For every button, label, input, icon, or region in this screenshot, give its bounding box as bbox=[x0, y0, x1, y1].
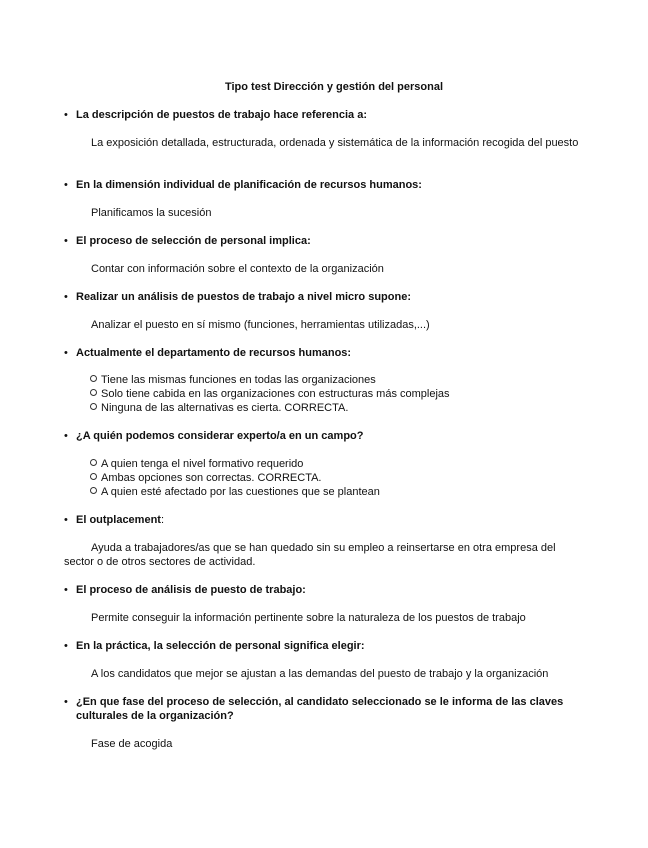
question-text: El proceso de análisis de puesto de trabajo: bbox=[76, 584, 306, 596]
bullet-icon: • bbox=[64, 430, 68, 442]
bullet-icon: • bbox=[64, 291, 68, 303]
circle-bullet-icon bbox=[90, 389, 97, 396]
circle-bullet-icon bbox=[90, 473, 97, 480]
bullet-icon: • bbox=[64, 640, 68, 652]
option-item: A quien esté afectado por las cuestiones que se plantean bbox=[90, 485, 590, 499]
circle-bullet-icon bbox=[90, 487, 97, 494]
bullet-icon: • bbox=[64, 347, 68, 359]
bullet-icon: • bbox=[64, 179, 68, 191]
bullet-icon: • bbox=[64, 235, 68, 247]
bullet-icon: • bbox=[64, 696, 68, 708]
question-text: En la dimensión individual de planificación de recursos humanos: bbox=[76, 179, 422, 191]
question-9 bbox=[64, 639, 596, 653]
answer-1: La exposición detallada, estructurada, ordenada y sistemática de la información recogida del puesto bbox=[91, 137, 579, 149]
circle-bullet-icon bbox=[90, 459, 97, 466]
option-item: A quien tenga el nivel formativo requerido bbox=[90, 457, 590, 471]
question-text: Realizar un análisis de puestos de trabajo a nivel micro supone: bbox=[76, 291, 411, 303]
option-item: Solo tiene cabida en las organizaciones con estructuras más complejas bbox=[90, 387, 590, 401]
bullet-icon: • bbox=[64, 584, 68, 596]
answer-8: Permite conseguir la información pertinente sobre la naturaleza de los puestos de trabajo bbox=[91, 612, 526, 624]
answer-9: A los candidatos que mejor se ajustan a las demandas del puesto de trabajo y la organización bbox=[91, 668, 549, 680]
question-1 bbox=[64, 108, 596, 122]
question-3 bbox=[64, 234, 596, 248]
question-8 bbox=[64, 583, 596, 597]
question-4 bbox=[64, 290, 596, 304]
question-text: Actualmente el departamento de recursos humanos: bbox=[76, 347, 352, 359]
answer-2: Planificamos la sucesión bbox=[91, 207, 212, 219]
question-5 bbox=[64, 346, 596, 360]
options-list-6 bbox=[90, 457, 590, 499]
answer-3: Contar con información sobre el contexto de la organización bbox=[91, 263, 384, 275]
document-title: Tipo test Dirección y gestión del personal bbox=[224, 81, 443, 93]
circle-bullet-icon bbox=[90, 403, 97, 410]
bullet-icon: • bbox=[64, 514, 68, 526]
question-text: En la práctica, la selección de personal significa elegir: bbox=[76, 640, 365, 652]
question-text: La descripción de puestos de trabajo hace referencia a: bbox=[76, 109, 367, 121]
options-list-5 bbox=[90, 373, 590, 415]
option-item: Tiene las mismas funciones en todas las organizaciones bbox=[90, 373, 590, 387]
question-text: El outplacement bbox=[76, 514, 161, 526]
option-item: Ambas opciones son correctas. CORRECTA. bbox=[90, 471, 590, 485]
option-item: Ninguna de las alternativas es cierta. CORRECTA. bbox=[90, 401, 590, 415]
answer-7: Ayuda a trabajadores/as que se han quedado sin su empleo a reinsertarse en otra empresa del sector o de otros sectores de actividad. bbox=[64, 542, 556, 568]
question-10 bbox=[64, 695, 596, 723]
question-2 bbox=[64, 178, 596, 192]
answer-10: Fase de acogida bbox=[91, 738, 173, 750]
question-7 bbox=[64, 513, 596, 527]
circle-bullet-icon bbox=[90, 375, 97, 382]
question-text: ¿A quién podemos considerar experto/a en un campo? bbox=[76, 430, 364, 442]
answer-4: Analizar el puesto en sí mismo (funciones, herramientas utilizadas,...) bbox=[91, 319, 430, 331]
question-text: El proceso de selección de personal implica: bbox=[76, 235, 311, 247]
question-text: ¿En que fase del proceso de selección, al candidato seleccionado se le informa de las claves culturales de la organización? bbox=[76, 696, 564, 722]
question-suffix: : bbox=[160, 514, 165, 526]
question-6 bbox=[64, 429, 596, 443]
bullet-icon: • bbox=[64, 109, 68, 121]
